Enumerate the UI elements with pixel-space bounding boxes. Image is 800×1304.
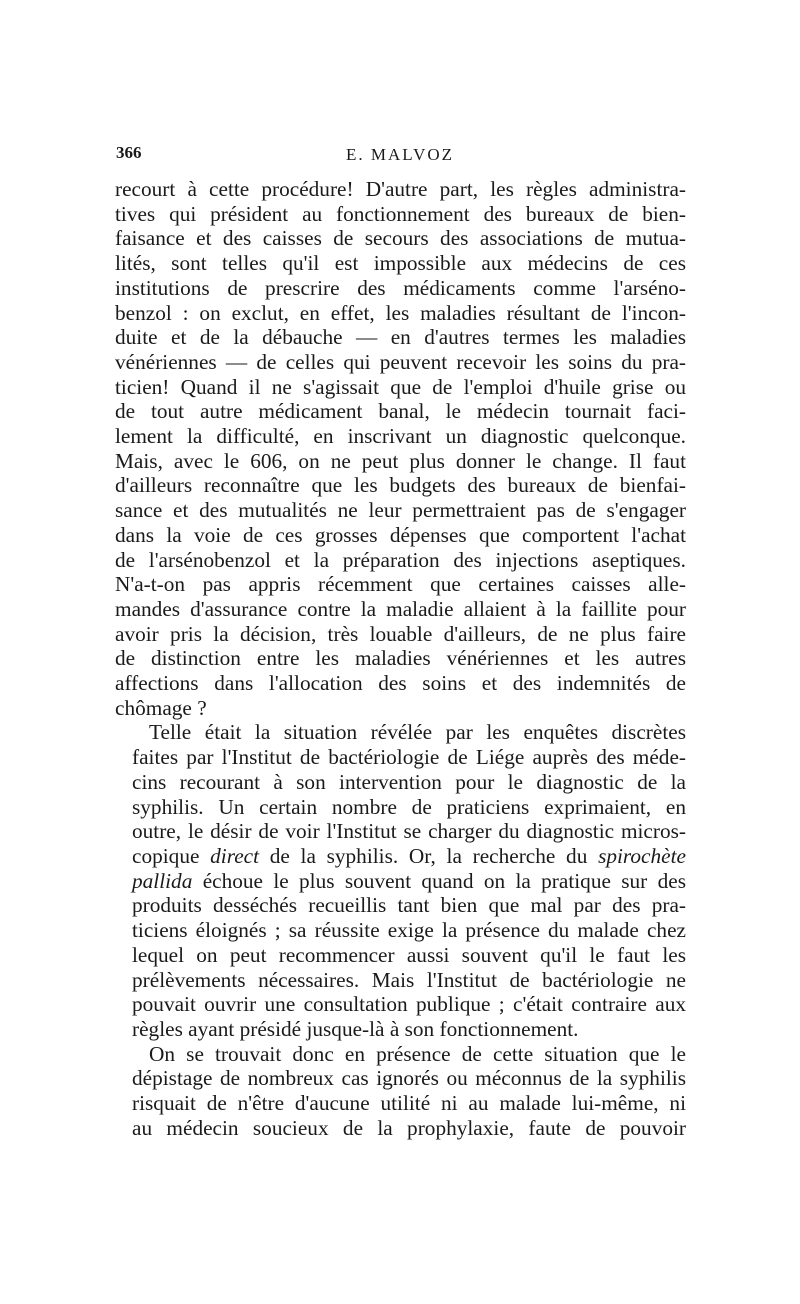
text-line: pouvait ouvrir une consultation publique ; c'était contraire aux [132, 992, 686, 1017]
page-number: 366 [116, 143, 142, 162]
text-fragment: copique [132, 843, 211, 868]
text-fragment: échoue le plus souvent quand on la pratique sur des [192, 868, 686, 893]
running-head-author: E. MALVOZ [345, 145, 455, 164]
text-line: ticien! Quand il ne s'agissait que de l'emploi d'huile grise ou [115, 374, 686, 399]
text-line: N'a-t-on pas appris récemment que certaines caisses alle- [115, 572, 686, 597]
italic-term: pallida [132, 868, 193, 893]
text-line: lement la difficulté, en inscrivant un diagnostic quelconque. [115, 424, 686, 449]
text-line: risquait de n'être d'aucune utilité ni au malade lui-même, ni [132, 1091, 686, 1116]
text-line: de distinction entre les maladies vénériennes et les autres [115, 646, 686, 671]
text-line: dans la voie de ces grosses dépenses que comportent l'achat [115, 522, 686, 547]
text-line: règles ayant présidé jusque-là à son fonctionnement. [132, 1016, 579, 1041]
text-line: faisance et des caisses de secours des associations de mutua- [115, 226, 686, 251]
text-line: Telle était la situation révélée par les enquêtes discrètes [149, 720, 686, 745]
text-fragment: de la syphilis. Or, la recherche du [259, 843, 599, 868]
body-text [115, 177, 686, 1140]
paragraph-1 [115, 177, 686, 720]
text-line: faites par l'Institut de bactériologie de Liége auprès des méde- [132, 745, 686, 770]
text-line: produits desséchés recueillis tant bien que mal par des pra- [132, 893, 686, 918]
italic-term: spirochète [598, 843, 686, 868]
paragraph-2 [115, 720, 686, 1041]
text-line: cins recourant à son intervention pour le diagnostic de la [132, 769, 686, 794]
running-head [116, 143, 684, 173]
text-line: au médecin soucieux de la prophylaxie, faute de pouvoir [132, 1115, 686, 1140]
text-line: syphilis. Un certain nombre de praticiens exprimaient, en [132, 794, 686, 819]
text-line: lequel on peut recommencer aussi souvent qu'il le faut les [132, 942, 686, 967]
text-line: sance et des mutualités ne leur permettraient pas de s'engager [115, 498, 686, 523]
text-line [115, 844, 686, 869]
text-line [115, 869, 686, 894]
text-line: d'ailleurs reconnaître que les budgets des bureaux de bienfai- [115, 473, 686, 498]
text-line: mandes d'assurance contre la maladie allaient à la faillite pour [115, 596, 686, 621]
text-line: de tout autre médicament banal, le médecin tournait faci- [115, 399, 686, 424]
text-line: On se trouvait donc en présence de cette situation que le [149, 1041, 686, 1066]
text-line: affections dans l'allocation des soins et des indemnités de [115, 671, 686, 696]
paragraph-3 [115, 1042, 686, 1141]
text-line: benzol : on exclut, en effet, les maladies résultant de l'incon- [115, 300, 686, 325]
text-line: Mais, avec le 606, on ne peut plus donner le change. Il faut [115, 448, 686, 473]
text-line: de l'arsénobenzol et la préparation des injections aseptiques. [115, 547, 686, 572]
text-line: recourt à cette procédure! D'autre part, les règles administra- [115, 177, 686, 201]
text-line: tives qui président au fonctionnement des bureaux de bien- [115, 201, 686, 226]
text-line: prélèvements nécessaires. Mais l'Institut de bactériologie ne [132, 967, 686, 992]
text-line: vénériennes — de celles qui peuvent recevoir les soins du pra- [115, 349, 686, 374]
text-line: ticiens éloignés ; sa réussite exige la présence du malade chez [132, 918, 686, 943]
italic-term: direct [210, 843, 260, 868]
text-line: lités, sont telles qu'il est impossible aux médecins de ces [115, 251, 686, 276]
text-line: dépistage de nombreux cas ignorés ou méconnus de la syphilis [132, 1066, 686, 1091]
text-line: avoir pris la décision, très louable d'ailleurs, de ne plus faire [115, 621, 686, 646]
text-line: outre, le désir de voir l'Institut se charger du diagnostic micros- [132, 819, 686, 844]
text-line: duite et de la débauche — en d'autres termes les maladies [115, 325, 686, 350]
text-line: institutions de prescrire des médicaments comme l'arséno- [115, 275, 686, 300]
text-line: chômage ? [115, 695, 207, 720]
